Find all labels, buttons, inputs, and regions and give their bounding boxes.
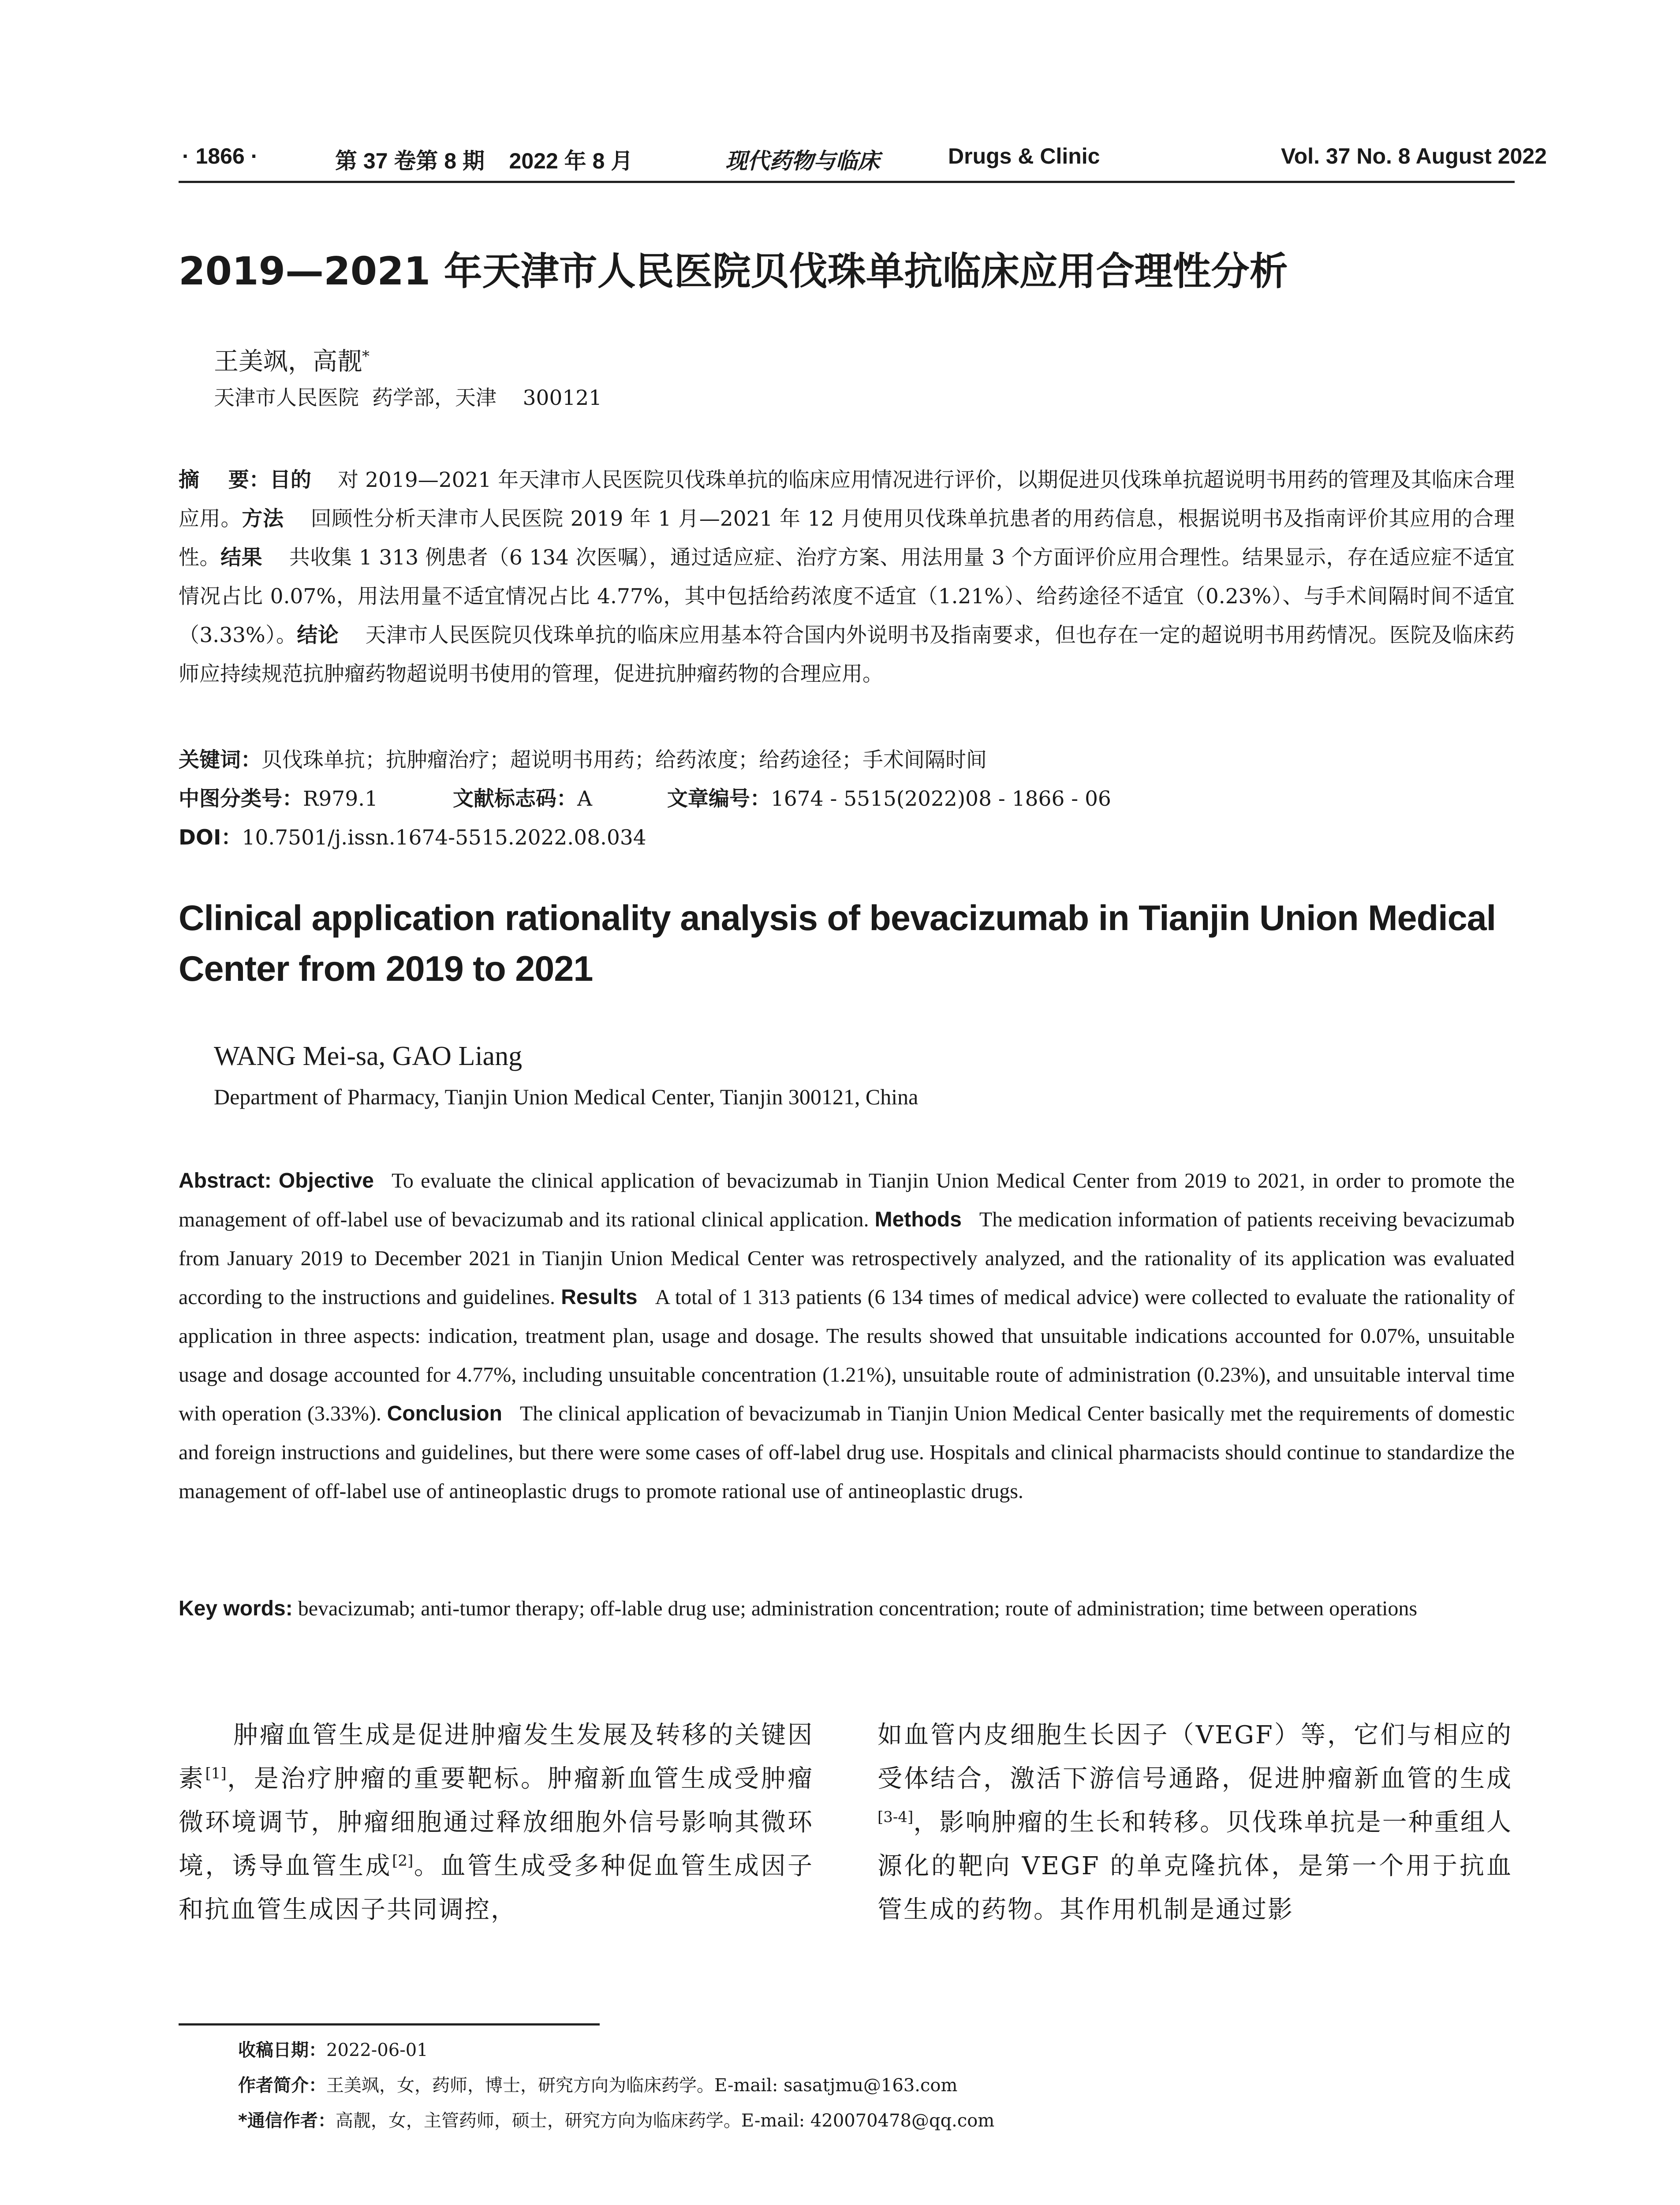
methods-label-cn: 方法	[242, 507, 284, 531]
clc-label: 中图分类号：	[179, 787, 303, 811]
objective-label-en: Objective	[278, 1169, 374, 1192]
article-no-label: 文章编号：	[667, 787, 771, 811]
body-right-text-2: ，影响肿瘤的生长和转移。贝伐珠单抗是一种重组人源化的靶向 VEGF 的单克隆抗体，是第一个用于抗血管生成的药物。其作用机制是通过影	[877, 1808, 1512, 1924]
article-title-en: Clinical application rationality analysis of bevacizumab in Tianjin Union Medical Center from 2019 to 2021	[179, 898, 1496, 989]
received-label: 收稿日期：	[238, 2040, 326, 2060]
volume-info-en: Vol. 37 No. 8 August 2022	[1281, 144, 1547, 168]
corresponding-text: 高靓，女，主管药师，硕士，研究方向为临床药学。E-mail: 420070478@qq.com	[335, 2111, 995, 2131]
author-bio-label: 作者简介：	[238, 2075, 326, 2096]
keywords-en	[179, 1589, 1515, 1628]
body-left-text-1: 肿瘤血管生成是促进肿瘤发生发展及转移的关键因素	[179, 1721, 814, 1793]
journal-name-en: Drugs & Clinic	[948, 144, 1100, 168]
author-names-cn: 王美飒，高靓	[214, 347, 362, 376]
corresponding-mark: *	[362, 348, 370, 365]
affiliation-cn: 天津市人民医院 药学部，天津 300121	[214, 386, 602, 410]
footnote-received	[238, 2036, 428, 2064]
running-header	[179, 141, 1547, 183]
citation-ref[interactable]: [3-4]	[877, 1808, 914, 1826]
conclusion-label-cn: 结论	[297, 623, 339, 647]
methods-text-cn: 回顾性分析天津市人民医院 2019 年 1 月—2021 年 12 月使用贝伐珠单抗患者的用药信息，根据说明书及指南评价其应用的合理性。	[179, 507, 1515, 570]
issue-info-cn: 第 37 卷第 8 期 2022 年 8 月	[335, 149, 633, 173]
abstract-label-en: Abstract:	[179, 1169, 272, 1192]
keywords-label-cn: 关键词：	[179, 748, 261, 772]
footnote-author-bio	[238, 2071, 957, 2100]
methods-text-en: The medication information of patients receiving bevacizumab from January 2019 to December 2021 in Tianjin Union Medical Center was retrospectively analyzed, and the rationality of its application was evaluated according to the instructions and guidelines.	[179, 1208, 1515, 1309]
results-text-cn: 共收集 1 313 例患者（6 134 次医嘱），通过适应症、治疗方案、用法用量 3 个方面评价应用合理性。结果显示，存在适应症不适宜情况占比 0.07%，用法用量不适宜情况占比 4.77%，其中包括给药浓度不适宜（1.21%）、给药途径不适宜（0.23%）、与手术间隔时间不适宜（3.33%）。	[179, 546, 1515, 647]
keywords-text-cn: 贝伐珠单抗；抗肿瘤治疗；超说明书用药；给药浓度；给药途径；手术间隔时间	[261, 748, 987, 772]
conclusion-text-en: The clinical application of bevacizumab in Tianjin Union Medical Center basically met the requirements of domestic and foreign instructions and guidelines, but there were some cases of off-label drug use. Hospitals and clinical pharmacists should continue to standardize the management of off-label use of antineoplastic drugs to promote rational use of antineoplastic drugs.	[179, 1402, 1515, 1503]
abstract-en	[179, 1162, 1515, 1511]
article-no-value: 1674 - 5515(2022)08 - 1866 - 06	[770, 787, 1111, 811]
keywords-label-en: Key words:	[179, 1597, 293, 1620]
received-date: 2022-06-01	[326, 2040, 428, 2060]
conclusion-text-cn: 天津市人民医院贝伐珠单抗的临床应用基本符合国内外说明书及指南要求，但也存在一定的超说明书用药情况。医院及临床药师应持续规范抗肿瘤药物超说明书使用的管理，促进抗肿瘤药物的合理应用。	[179, 623, 1515, 686]
footnote-divider	[179, 2023, 600, 2026]
doc-code-value: A	[577, 787, 592, 811]
methods-label-en: Methods	[874, 1208, 962, 1231]
body-right-text-1: 如血管内皮细胞生长因子（VEGF）等，它们与相应的受体结合，激活下游信号通路，促进肿瘤新血管的生成	[877, 1721, 1512, 1793]
journal-name-cn: 现代药物与临床	[725, 148, 880, 174]
footnote-corresponding	[238, 2107, 994, 2135]
author-bio-text: 王美飒，女，药师，博士，研究方向为临床药学。E-mail: sasatjmu@163.com	[326, 2075, 958, 2096]
results-label-en: Results	[561, 1286, 638, 1309]
classification-line	[179, 780, 1111, 818]
doi-line	[179, 818, 646, 857]
objective-label-cn: 目的	[269, 468, 311, 492]
objective-text-cn: 对 2019—2021 年天津市人民医院贝伐珠单抗的临床应用情况进行评价，以期促进贝伐珠单抗超说明书用药的管理及其临床合理应用。	[179, 468, 1515, 531]
abstract-cn	[179, 461, 1515, 694]
body-left-text-2: ，是治疗肿瘤的重要靶标。肿瘤新血管生成受肿瘤微环境调节，肿瘤细胞通过释放细胞外信号影响其微环境，诱导血管生成	[179, 1764, 814, 1880]
objective-text-en: To evaluate the clinical application of bevacizumab in Tianjin Union Medical Center from 2019 to 2021, in order to promote the management of off-label use of bevacizumab and its rational clinical application.	[179, 1169, 1515, 1231]
authors-en: WANG Mei-sa, GAO Liang	[214, 1041, 523, 1071]
article-title-cn: 2019—2021 年天津市人民医院贝伐珠单抗临床应用合理性分析	[179, 249, 1288, 294]
keywords-cn	[179, 741, 987, 780]
doi-value[interactable]: 10.7501/j.issn.1674-5515.2022.08.034	[242, 826, 646, 850]
citation-ref[interactable]: [1]	[205, 1764, 227, 1783]
doc-code-label: 文献标志码：	[452, 787, 577, 811]
affiliation-en: Department of Pharmacy, Tianjin Union Medical Center, Tianjin 300121, China	[214, 1084, 918, 1109]
body-column-left	[179, 1713, 814, 1932]
keywords-text-en: bevacizumab; anti-tumor therapy; off-lable drug use; administration concentration; route of administration; time between operations	[298, 1597, 1418, 1620]
authors-cn	[214, 339, 370, 380]
corresponding-label: *通信作者：	[238, 2111, 336, 2131]
body-left-text-3: 。血管生成受多种促血管生成因子和抗血管生成因子共同调控，	[179, 1852, 814, 1924]
doi-label: DOI：	[179, 826, 242, 850]
abstract-label-cn: 摘 要：	[179, 468, 270, 492]
citation-ref[interactable]: [2]	[392, 1852, 414, 1870]
clc-value: R979.1	[303, 787, 378, 811]
results-label-cn: 结果	[220, 546, 263, 570]
page-number: · 1866 ·	[182, 144, 258, 168]
body-column-right	[877, 1713, 1512, 1932]
conclusion-label-en: Conclusion	[387, 1402, 502, 1425]
results-text-en: A total of 1 313 patients (6 134 times of medical advice) were collected to evaluate the rationality of application in three aspects: indication, treatment plan, usage and dosage. The results showed that unsuitable indications accounted for 0.07%, unsuitable usage and dosage accounted for 4.77%, including unsuitable concentration (1.21%), unsuitable route of administration (0.23%), and unsuitable interval time with operation (3.33%).	[179, 1286, 1515, 1425]
